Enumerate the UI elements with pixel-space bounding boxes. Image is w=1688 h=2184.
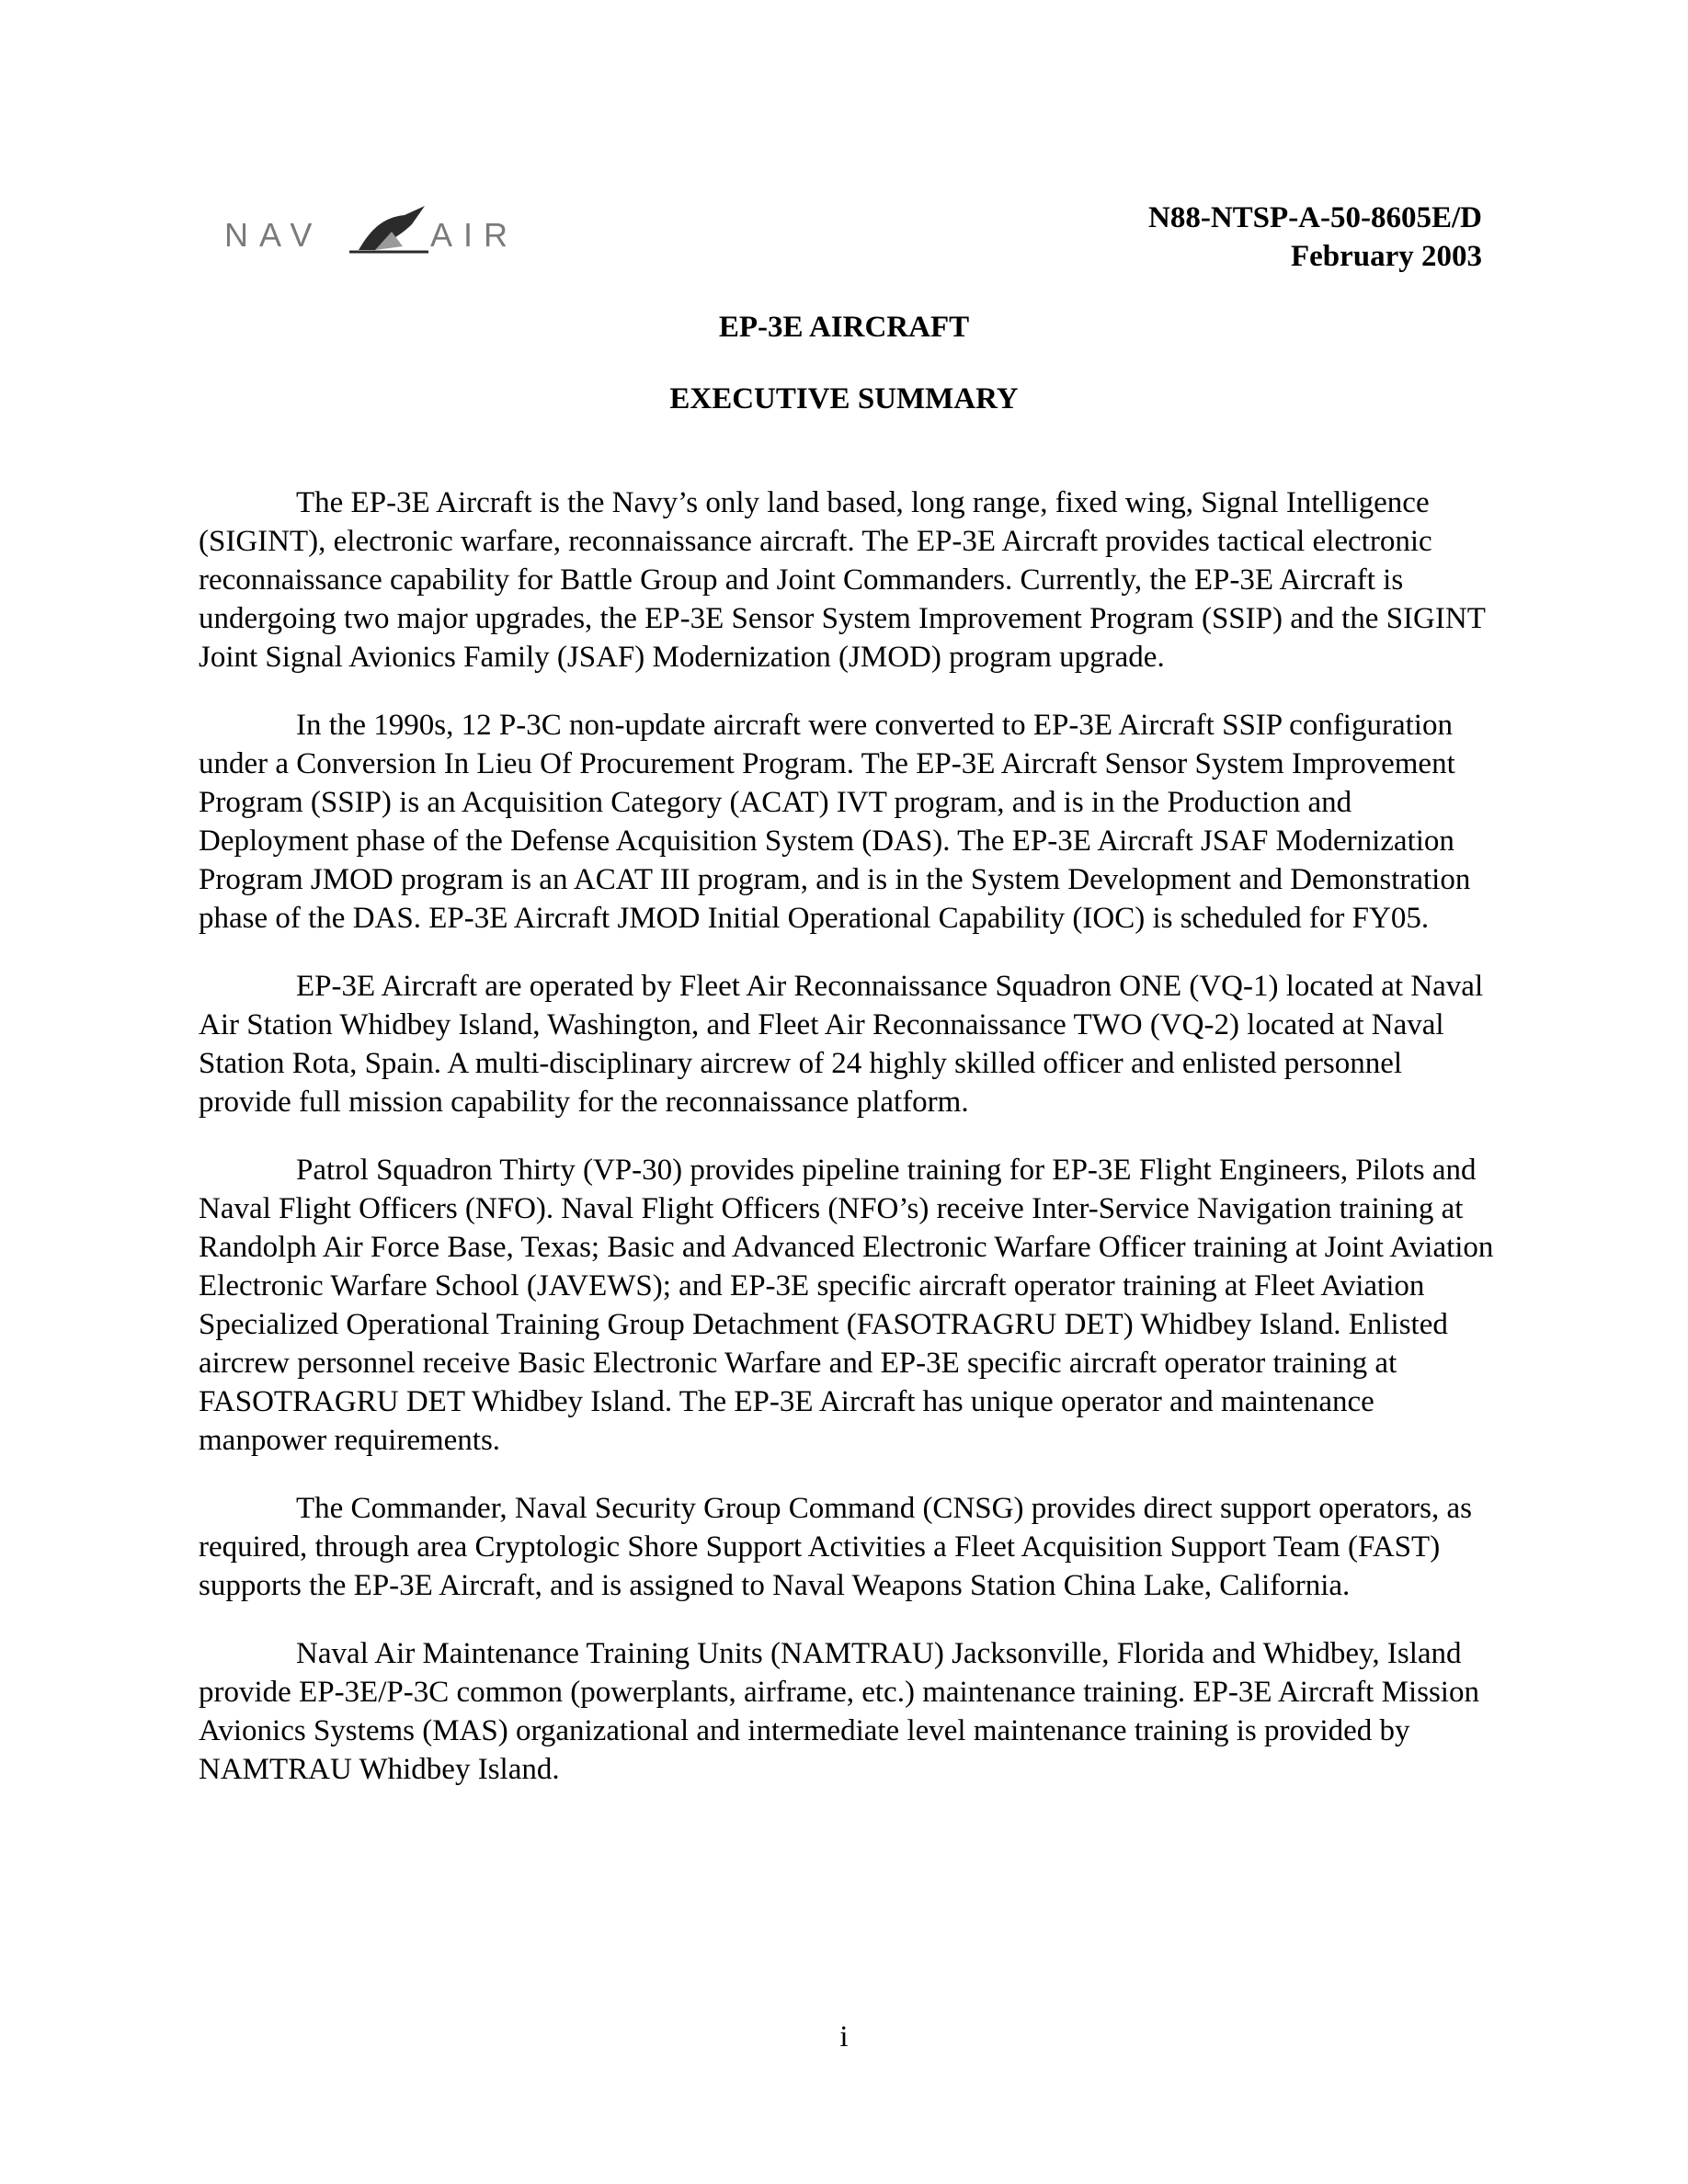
- paragraph: Naval Air Maintenance Training Units (NAMTRAU) Jacksonville, Florida and Whidbey, Island provide EP-3E/P-3C common (powerplants, airframe, etc.) maintenance training. EP-3E Aircraft Mission Avionics Systems (MAS) organizational and intermediate level maintenance training is provided by NAMTRAU Whidbey Island.: [199, 1637, 1479, 1786]
- paragraph: The Commander, Naval Security Group Command (CNSG) provides direct support operators, as required, through area Cryptologic Shore Support Activities a Fleet Acquisition Support Team (FAST) supports the EP-3E Aircraft, and is assigned to Naval Weapons Station China Lake, California.: [199, 1492, 1472, 1602]
- svg-text:AIR: AIR: [430, 216, 519, 254]
- navair-logo-icon: [221, 199, 552, 263]
- navair-logo: [221, 199, 552, 263]
- document-date: February 2003: [1290, 240, 1482, 273]
- page-number: i: [839, 2020, 849, 2053]
- svg-text:NAV: NAV: [224, 216, 324, 254]
- paragraph: EP-3E Aircraft are operated by Fleet Air Reconnaissance Squadron ONE (VQ-1) located at Naval Air Station Whidbey Island, Washington, and Fleet Air Reconnaissance TWO (VQ-2) located at Naval Station Rota, Spain. A multi-disciplinary aircrew of 24 highly skilled officer and enlisted personnel provide full mission capability for the reconnaissance platform.: [199, 970, 1484, 1119]
- paragraph: The EP-3E Aircraft is the Navy’s only land based, long range, fixed wing, Signal Intelligence (SIGINT), electronic warfare, reconnaissance aircraft. The EP-3E Aircraft provides tactical electronic reconnaissance capability for Battle Group and Joint Commanders. Currently, the EP-3E Aircraft is undergoing two major upgrades, the EP-3E Sensor System Improvement Program (SSIP) and the SIGINT Joint Signal Avionics Family (JSAF) Modernization (JMOD) program upgrade.: [199, 486, 1486, 674]
- paragraph: In the 1990s, 12 P-3C non-update aircraft were converted to EP-3E Aircraft SSIP configuration under a Conversion In Lieu Of Procurement Program. The EP-3E Aircraft Sensor System Improvement Program (SSIP) is an Acquisition Category (ACAT) IVT program, and is in the Production and Deployment phase of the Defense Acquisition System (DAS). The EP-3E Aircraft JSAF Modernization Program JMOD program is an ACAT III program, and is in the System Development and Demonstration phase of the DAS. EP-3E Aircraft JMOD Initial Operational Capability (IOC) is scheduled for FY05.: [199, 709, 1471, 935]
- paragraph: Patrol Squadron Thirty (VP-30) provides pipeline training for EP-3E Flight Engineers, Pilots and Naval Flight Officers (NFO). Naval Flight Officers (NFO’s) receive Inter-Service Navigation training at Randolph Air Force Base, Texas; Basic and Advanced Electronic Warfare Officer training at Joint Aviation Electronic Warfare School (JAVEWS); and EP-3E specific aircraft operator training at Fleet Aviation Specialized Operational Training Group Detachment (FASOTRAGRU DET) Whidbey Island. Enlisted aircrew personnel receive Basic Electronic Warfare and EP-3E specific aircraft operator training at FASOTRAGRU DET Whidbey Island. The EP-3E Aircraft has unique operator and maintenance manpower requirements.: [199, 1154, 1494, 1457]
- document-reference: [1148, 199, 1482, 276]
- section-heading: EXECUTIVE SUMMARY: [669, 382, 1019, 415]
- document-title: EP-3E AIRCRAFT: [718, 311, 970, 344]
- summary-body: [199, 483, 1495, 1818]
- document-number: N88-NTSP-A-50-8605E/D: [1148, 201, 1482, 234]
